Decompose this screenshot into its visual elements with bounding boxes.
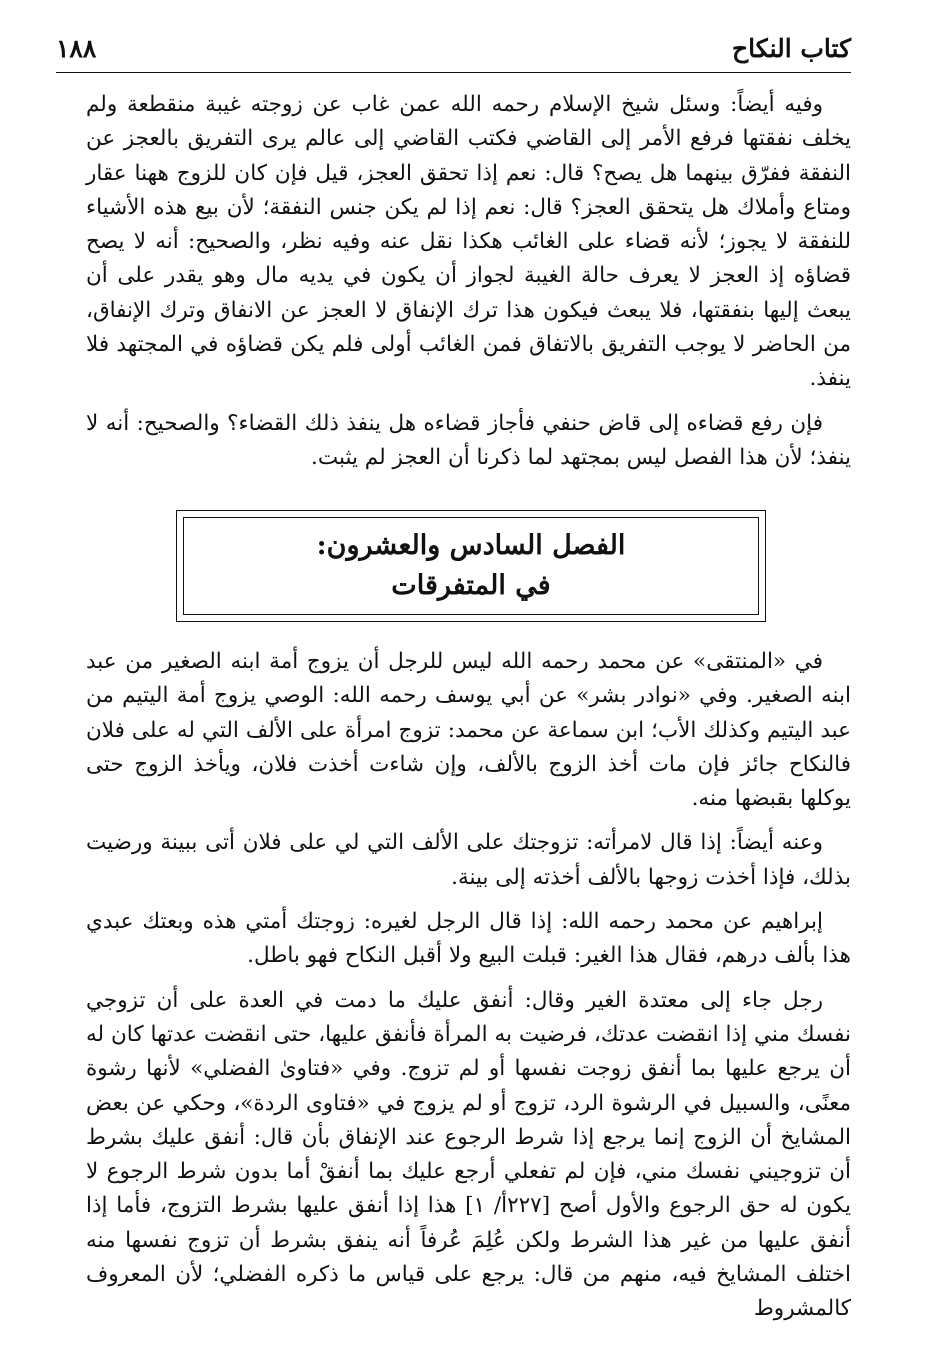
running-title: كتاب النكاح xyxy=(732,34,851,63)
chapter-title-box xyxy=(176,510,766,622)
paragraph: فإن رفع قضاءه إلى قاض حنفي فأجاز قضاءه هل ينفذ ذلك القضاء؟ والصحيح: أنه لا ينفذ؛ لأن هذا الفصل ليس بمجتهد لما ذكرنا أن العجز لم يثبت. xyxy=(86,410,851,470)
page-number: ١٨٨ xyxy=(56,34,97,63)
page-header xyxy=(56,30,851,73)
section-one-text xyxy=(86,88,851,485)
chapter-title-inner-frame xyxy=(183,517,759,615)
paragraph: وفيه أيضاً: وسئل شيخ الإسلام رحمه الله عمن غاب عن زوجته غيبة منقطعة ولم يخلف نفقتها فرفع الأمر إلى القاضي فكتب القاضي إلى عالم يرى التفريق بالعجز عن النفقة ففرّق بينهما هل يصح؟ قال: نعم إذا تحقق العجز، قيل فإن كان للزوج ههنا عقار ومتاع وأملاك هل يتحقق العجز؟ قال: نعم إذا لم يكن جنس النفقة؛ لأن بيع هذه الأشياء للنفقة لا يجوز؛ لأنه قضاء على الغائب هكذا نقل عنه وفيه نظر، والصحيح: أنه لا يصح قضاؤه إذ العجز لا يعرف حالة الغيبة لجواز أن يكون في يديه مال وهو يقدر على أن يبعث إليها بنفقتها، فلا يبعث فيكون هذا ترك الإنفاق لا العجز عن الانفاق وترك الإنفاق، من الحاضر لا يوجب التفريق بالاتفاق فمن الغائب أولى فلم يكن قضاؤه في المجتهد فلا ينفذ. xyxy=(86,92,851,392)
paragraph: في «المنتقى» عن محمد رحمه الله ليس للرجل أن يزوج أمة ابنه الصغير من عبد ابنه الصغير. وفي «نوادر بشر» عن أبي يوسف رحمه الله: الوصي يزوج أمة اليتيم من عبد اليتيم وكذلك الأب؛ ابن سماعة عن محمد: تزوج امرأة على الألف التي له على فلان فالنكاح جائز فإن مات أخذ الزوج بالألف، وإن شاءت أخذت فلان، ويأخذ الزوج حتى يوكلها بقبضها منه. xyxy=(86,649,851,812)
chapter-heading: الفصل السادس والعشرون: xyxy=(316,530,626,561)
paragraph: إبراهيم عن محمد رحمه الله: إذا قال الرجل لغيره: زوجتك أمتي هذه وبعتك عبدي هذا بألف درهم، فقال هذا الغير: قبلت البيع ولا أقبل النكاح فهو باطل. xyxy=(86,909,851,969)
section-two-text xyxy=(86,645,851,1337)
chapter-subtitle: في المتفرقات xyxy=(391,570,551,601)
paragraph: وعنه أيضاً: إذا قال لامرأته: تزوجتك على الألف التي لي على فلان أتى ببينة ورضيت بذلك، فإذا أخذت زوجها بالألف أخذته إلى بينة. xyxy=(86,830,851,890)
paragraph: رجل جاء إلى معتدة الغير وقال: أنفق عليك ما دمت في العدة على أن تزوجي نفسك مني إذا انقضت عدتك، فرضيت به المرأة فأنفق عليها، حتى انقضت عدتها كان له أن يرجع عليها بما أنفق زوجت نفسها أو لم تزوج. وفي «فتاوىٰ الفضلي» لأنها رشوة معنًى، والسبيل في الرشوة الرد، تزوج أو لم يزوج في «فتاوى الردة»، وحكي عن بعض المشايخ أن الزوج إنما يرجع إذا شرط الرجوع عند الإنفاق بأن قال: أنفق عليك بشرط أن تزوجيني نفسك مني، فإن لم تفعلي أرجع عليك بما أنفقْ أما بدون شرط الرجوع لا يكون له حق الرجوع والأول أصح [٢٢٧أ/ ١] هذا إذا أنفق عليها بشرط التزوج، فأما إذا أنفق عليها من غير هذا الشرط ولكن عُلِمَ عُرفاً أنه ينفق بشرط أن تزوج نفسها منه اختلف المشايخ فيه، منهم من قال: يرجع على قياس ما ذكره الفضلي؛ لأن المعروف كالمشروط xyxy=(86,987,851,1322)
